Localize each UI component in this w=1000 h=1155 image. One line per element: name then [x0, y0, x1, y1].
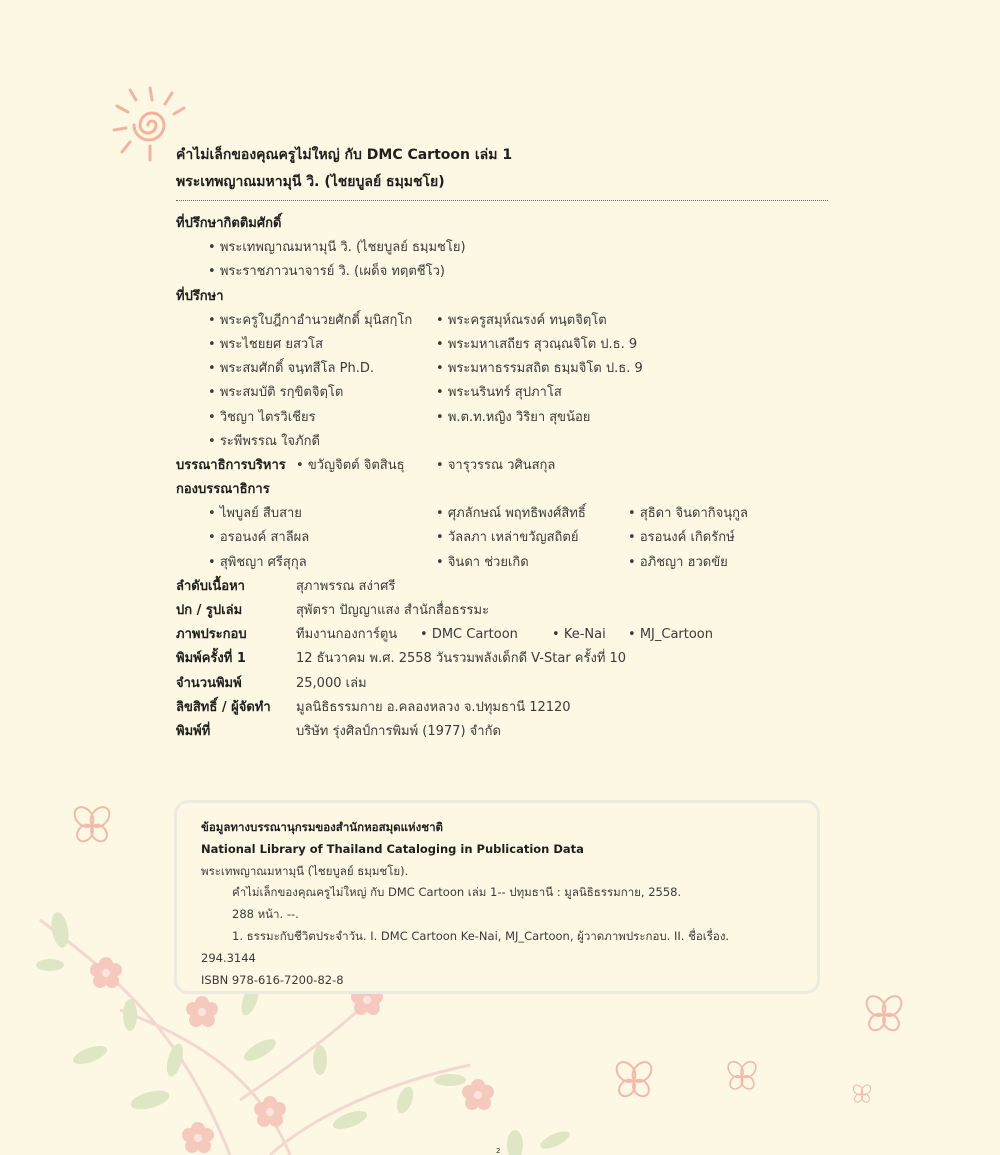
honorary-advisors-label: ที่ปรึกษากิตติมศักดิ์ [176, 216, 282, 231]
illustrations-value: ทีมงานกองการ์ตูน [296, 627, 398, 643]
editorial-item: • วัลลภา เหล่าขวัญสถิตย์ [436, 526, 578, 550]
catalog-class-number: 294.3144 [201, 950, 256, 965]
editorial-item: • สุธิดา จินดากิจนุกูล [628, 502, 748, 526]
advisor-item: • พระครูใบฎีกาอำนวยศักดิ์ มุนิสกฺโก [208, 309, 412, 333]
dotted-divider [176, 200, 828, 201]
advisor-item: • พระมหาธรรมสถิต ธมฺมจิโต ป.ธ. 9 [436, 357, 643, 381]
sun-spiral-icon [114, 88, 184, 160]
illustrations-label: ภาพประกอบ [176, 627, 247, 643]
advisor-item: • พระสมบัติ รกฺขิตจิตฺโต [208, 381, 343, 405]
credits-section [176, 212, 876, 744]
book-title: คำไม่เล็กของคุณครูไม่ใหญ่ กับ DMC Cartoon เล่ม 1 [176, 147, 513, 163]
editorial-item: • จินดา ช่วยเกิด [436, 551, 529, 575]
advisor-item: • พระนรินทร์ สุปภาโส [436, 381, 562, 405]
catalog-title-en: National Library of Thailand Cataloging in Publication Data [201, 841, 584, 856]
book-header [176, 142, 828, 196]
detail-label: พิมพ์ที่ [176, 723, 211, 739]
advisors-label: ที่ปรึกษา [176, 288, 224, 304]
catalog-author: พระเทพญาณมหามุนี (ไชยบูลย์ ธมฺมชโย). [201, 863, 409, 878]
detail-label: พิมพ์ครั้งที่ 1 [176, 651, 246, 667]
honorary-advisor-item: • พระราชภาวนาจารย์ วิ. (เผด็จ ทตฺตชีโว) [208, 260, 445, 284]
advisor-item: • พระครูสมุห์ณรงค์ ทนฺตจิตฺโต [436, 309, 607, 333]
detail-label: ลิขสิทธิ์ / ผู้จัดทำ [176, 699, 271, 715]
detail-value: สุพัตรา ปัญญาแสง สำนักสื่อธรรมะ [296, 603, 490, 618]
advisor-item: • พระสมศักดิ์ จนฺทสีโล Ph.D. [208, 357, 374, 381]
detail-label: ปก / รูปเล่ม [176, 603, 243, 618]
detail-value: 25,000 เล่ม [296, 675, 367, 691]
editorial-item: • สุพิชญา ศรีสุกุล [208, 551, 307, 575]
book-author: พระเทพญาณมหามุนี วิ. (ไชยบูลย์ ธมฺมชโย) [176, 174, 445, 190]
advisor-item: • ระพีพรรณ ใจภักดี [208, 430, 320, 454]
detail-label: จำนวนพิมพ์ [176, 675, 242, 691]
page-number: 2 [496, 1147, 501, 1155]
editorial-item: • อรอนงค์ สาลีผล [208, 526, 309, 550]
editorial-item: • ไพบูลย์ สืบสาย [208, 502, 302, 526]
exec-editor-item: • ขวัญจิตต์ จิตสินธุ [296, 454, 405, 478]
catalog-isbn: ISBN 978-616-7200-82-8 [201, 972, 344, 987]
exec-editor-item: • จารุวรรณ วศินสกุล [436, 454, 555, 478]
illustrator-item: • MJ_Cartoon [628, 623, 713, 647]
advisor-item: • วิชญา ไตรวิเชียร [208, 406, 316, 430]
catalog-pages: 288 หน้า. --. [232, 907, 299, 922]
advisor-item: • พระไชยยศ ยสวโส [208, 333, 323, 357]
exec-editor-label: บรรณาธิการบริหาร [176, 457, 286, 473]
editorial-label: กองบรรณาธิการ [176, 482, 270, 498]
editorial-item: • ศุภลักษณ์ พฤทธิพงศ์สิทธิ์ [436, 502, 586, 526]
advisor-item: • พ.ต.ท.หญิง วิริยา สุขน้อย [436, 406, 590, 430]
catalog-title-line: คำไม่เล็กของคุณครูไม่ใหญ่ กับ DMC Cartoon เล่ม 1-- ปทุมธานี : มูลนิธิธรรมกาย, 2558. [232, 885, 682, 900]
illustrator-item: • Ke-Nai [552, 623, 606, 647]
detail-value: สุภาพรรณ สง่าศรี [296, 578, 396, 594]
honorary-advisor-item: • พระเทพญาณมหามุนี วิ. (ไชยบูลย์ ธมฺมชโย) [208, 236, 466, 260]
advisor-item: • พระมหาเสถียร สุวณฺณจิโต ป.ธ. 9 [436, 333, 637, 357]
detail-value: บริษัท รุ่งศิลป์การพิมพ์ (1977) จำกัด [296, 723, 501, 739]
detail-label: ลำดับเนื้อหา [176, 578, 245, 594]
editorial-item: • อรอนงค์ เกิดรักษ์ [628, 526, 735, 550]
detail-value: 12 ธันวาคม พ.ศ. 2558 วันรวมพลังเด็กดี V-Star ครั้งที่ 10 [296, 651, 627, 667]
cataloging-box [174, 800, 820, 994]
editorial-item: • อภิชญา ฮวดขัย [628, 551, 728, 575]
catalog-subjects: 1. ธรรมะกับชีวิตประจำวัน. I. DMC Cartoon Ke-Nai, MJ_Cartoon, ผู้วาดภาพประกอบ. II. ชื่อเรื่อง. [232, 928, 730, 943]
detail-value: มูลนิธิธรรมกาย อ.คลองหลวง จ.ปทุมธานี 12120 [296, 699, 571, 715]
catalog-title-th: ข้อมูลทางบรรณานุกรมของสำนักหอสมุดแห่งชาติ [201, 820, 443, 834]
illustrator-item: • DMC Cartoon [420, 623, 518, 647]
